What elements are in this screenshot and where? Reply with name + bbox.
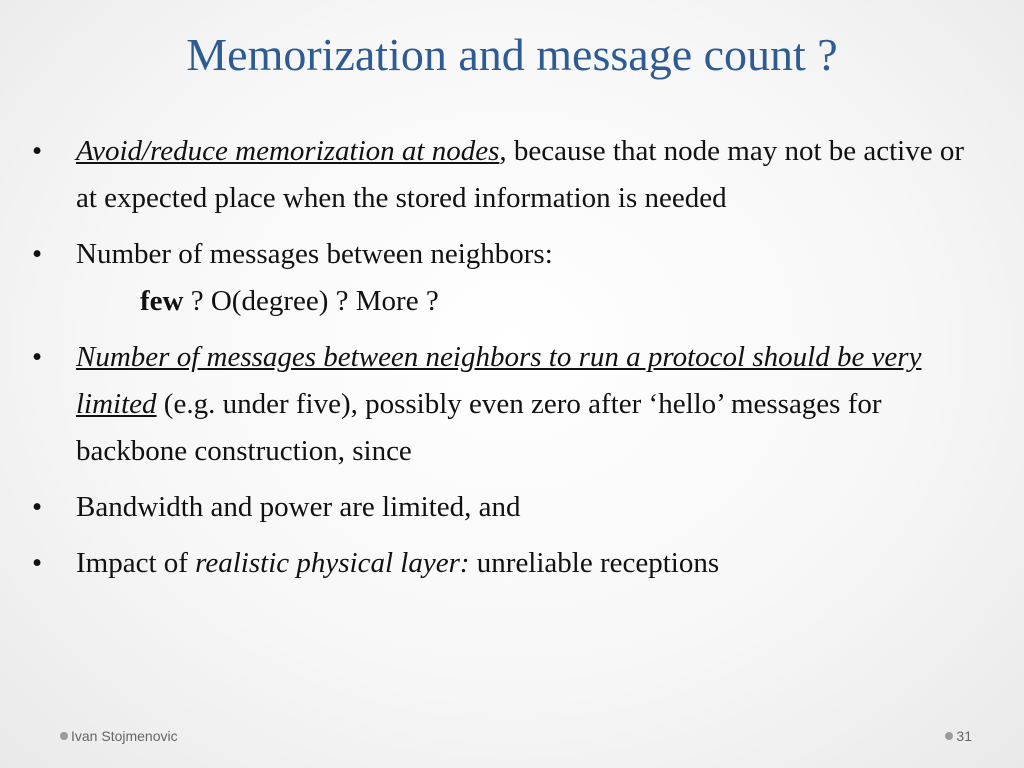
footer-dot-icon xyxy=(60,732,68,740)
bullet-dot-icon: • xyxy=(32,238,43,270)
bullet-text: , because that node may not be active or at expected place when the stored information is needed xyxy=(76,135,965,214)
bullet-sub-line xyxy=(76,278,992,325)
footer-dot-icon xyxy=(945,732,953,740)
bullet-bold-text: few xyxy=(140,285,184,317)
footer-author-label: Ivan Stojmenovic xyxy=(71,728,178,744)
bullet-dot-icon: • xyxy=(32,341,43,373)
bullet-italic-text: realistic physical layer: xyxy=(195,547,470,579)
page-number-label: 31 xyxy=(956,728,972,744)
bullet-dot-icon: • xyxy=(32,491,43,523)
slide-title: Memorization and message count ? xyxy=(186,29,838,80)
bullet-item xyxy=(32,128,992,222)
bullet-list xyxy=(32,128,992,596)
footer-author xyxy=(60,728,178,744)
bullet-text: Number of messages between neighbors: xyxy=(76,238,553,270)
bullet-text: Bandwidth and power are limited, and xyxy=(76,491,521,523)
bullet-text: ? O(degree) ? More ? xyxy=(183,285,439,317)
bullet-text: (e.g. under five), possibly even zero after ‘hello’ messages for backbone construction, since xyxy=(76,388,882,467)
bullet-item xyxy=(32,484,992,531)
footer-page-number xyxy=(945,728,972,744)
bullet-item xyxy=(32,540,992,587)
bullet-text: unreliable receptions xyxy=(469,547,720,579)
bullet-dot-icon: • xyxy=(32,547,43,579)
bullet-item xyxy=(32,231,992,325)
bullet-item xyxy=(32,334,992,475)
bullet-emphasis-text: Avoid/reduce memorization at nodes xyxy=(76,135,500,167)
bullet-dot-icon: • xyxy=(32,135,43,167)
bullet-text: Impact of xyxy=(76,547,196,579)
bullet-emphasis-text: Number of messages between neighbors to run a protocol should be very limited xyxy=(76,341,922,420)
